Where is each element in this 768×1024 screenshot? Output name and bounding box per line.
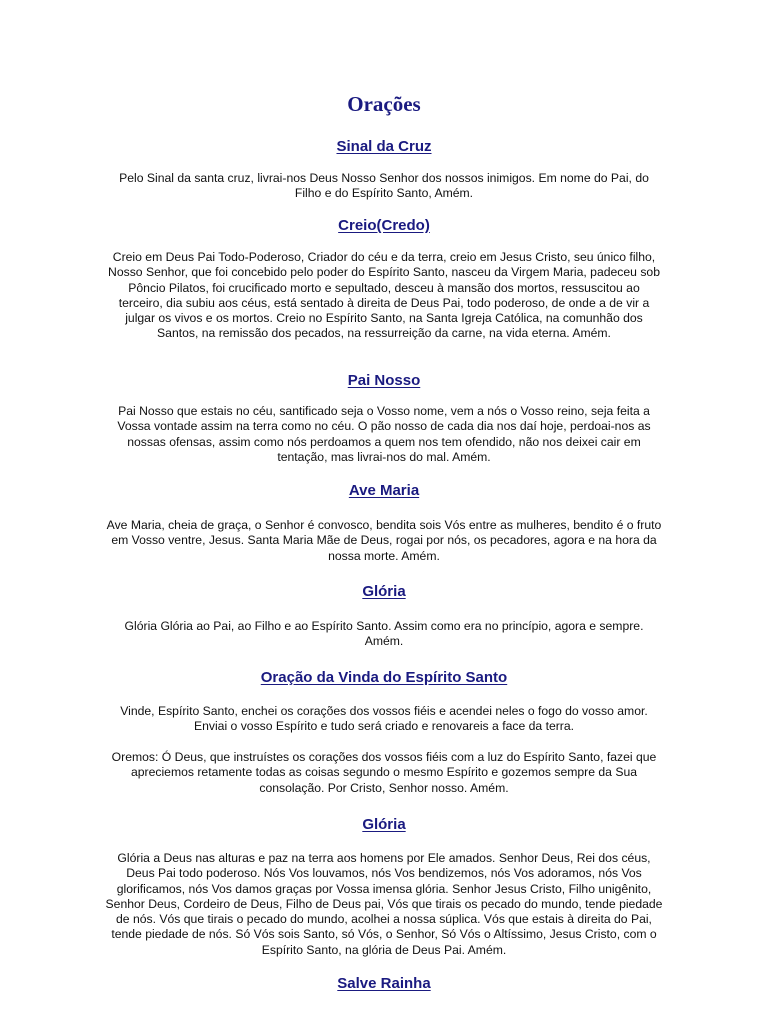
heading-text: Creio(Credo): [338, 217, 430, 234]
prayer-paragraph: Creio em Deus Pai Todo-Poderoso, Criador do céu e da terra, creio em Jesus Cristo, seu único filho, Nosso Senhor, que foi concebido pelo poder do Espírito Santo, nasceu da Virgem Maria, padeceu sob Pôncio Pilatos, foi crucificado morto e sepultado, desceu à mansão dos mortos, ressuscitou ao terceiro, dia subiu aos céus, está sentado à direita de Deus Pai, todo poderoso, de onde a de vir a julgar os vivos e os mortos. Creio no Espírito Santo, na Santa Igreja Católica, na comunhão dos Santos, na remissão dos pecados, na ressurreição da carne, na vida eterna. Amém.: [108, 250, 660, 341]
section-heading-sinal-da-cruz: [105, 138, 663, 156]
heading-text: Salve Rainha: [337, 975, 431, 992]
page-title: Orações: [347, 92, 421, 116]
prayer-paragraph: Glória a Deus nas alturas e paz na terra aos homens por Ele amados. Senhor Deus, Rei dos céus, Deus Pai todo poderoso. Nós Vos louvamos, nós Vos bendizemos, nós Vos adoramos, nós Vos glorificamos, nós Vos damos graças por Vossa imensa glória. Senhor Jesus Cristo, Filho unigênito, Senhor Deus, Cordeiro de Deus, Filho de Deus pai, Vós que tirais os pecado do mundo, tende piedade de nós. Vós que tirais o pecado do mundo, acolhei a nossa súplica. Vós que estais à direita do Pai, tende piedade de nós. Só Vós sois Santo, só Vós, o Senhor, Só Vós o Altíssimo, Jesus Cristo, com o Espírito Santo, na glória de Deus Pai. Amém.: [105, 851, 663, 957]
section-heading-ave-maria: [105, 482, 663, 500]
section-heading-creio: [105, 217, 663, 235]
heading-text: Oração da Vinda do Espírito Santo: [260, 669, 508, 686]
section-heading-gloria-2: [105, 816, 663, 834]
prayer-paragraph: Glória Glória ao Pai, ao Filho e ao Espírito Santo. Assim como era no princípio, agora e sempre. Amém.: [124, 619, 644, 649]
prayer-paragraph: Pelo Sinal da santa cruz, livrai-nos Deus Nosso Senhor dos nossos inimigos. Em nome do Pai, do Filho e do Espírito Santo, Amém.: [119, 171, 649, 201]
heading-text: Glória: [362, 583, 406, 600]
heading-text: Sinal da Cruz: [336, 138, 432, 155]
section-heading-salve-rainha: [105, 975, 663, 993]
section-heading-vinda-espirito-santo: [105, 669, 663, 687]
heading-text: Ave Maria: [348, 482, 420, 499]
prayer-paragraph: Ave Maria, cheia de graça, o Senhor é convosco, bendita sois Vós entre as mulheres, bendito é o fruto em Vosso ventre, Jesus. Santa Maria Mãe de Deus, rogai por nós, os pecadores, agora e na hora da nossa morte. Amém.: [106, 518, 662, 563]
section-heading-gloria: [105, 583, 663, 601]
prayer-paragraph: Pai Nosso que estais no céu, santificado seja o Vosso nome, vem a nós o Vosso reino, seja feita a Vossa vontade assim na terra como no céu. O pão nosso de cada dia nos daí hoje, perdoai-nos as nossas ofensas, assim como nós perdoamos a quem nos tem ofendido, não nos deixei cair em tentação, mas livrai-nos do mal. Amém.: [117, 404, 651, 464]
heading-text: Pai Nosso: [347, 372, 421, 389]
prayer-paragraph: Oremos: Ó Deus, que instruístes os corações dos vossos fiéis com a luz do Espírito Santo, fazei que apreciemos retamente todas as coisas segundo o mesmo Espírito e gozemos sempre da Sua consolação. Por Cristo, Senhor nosso. Amém.: [111, 750, 657, 795]
heading-text: Glória: [362, 816, 406, 833]
prayer-paragraph: Vinde, Espírito Santo, enchei os corações dos vossos fiéis e acendei neles o fogo do vosso amor. Enviai o vosso Espírito e tudo será criado e renovareis a face da terra.: [120, 704, 648, 734]
section-heading-pai-nosso: [105, 372, 663, 390]
